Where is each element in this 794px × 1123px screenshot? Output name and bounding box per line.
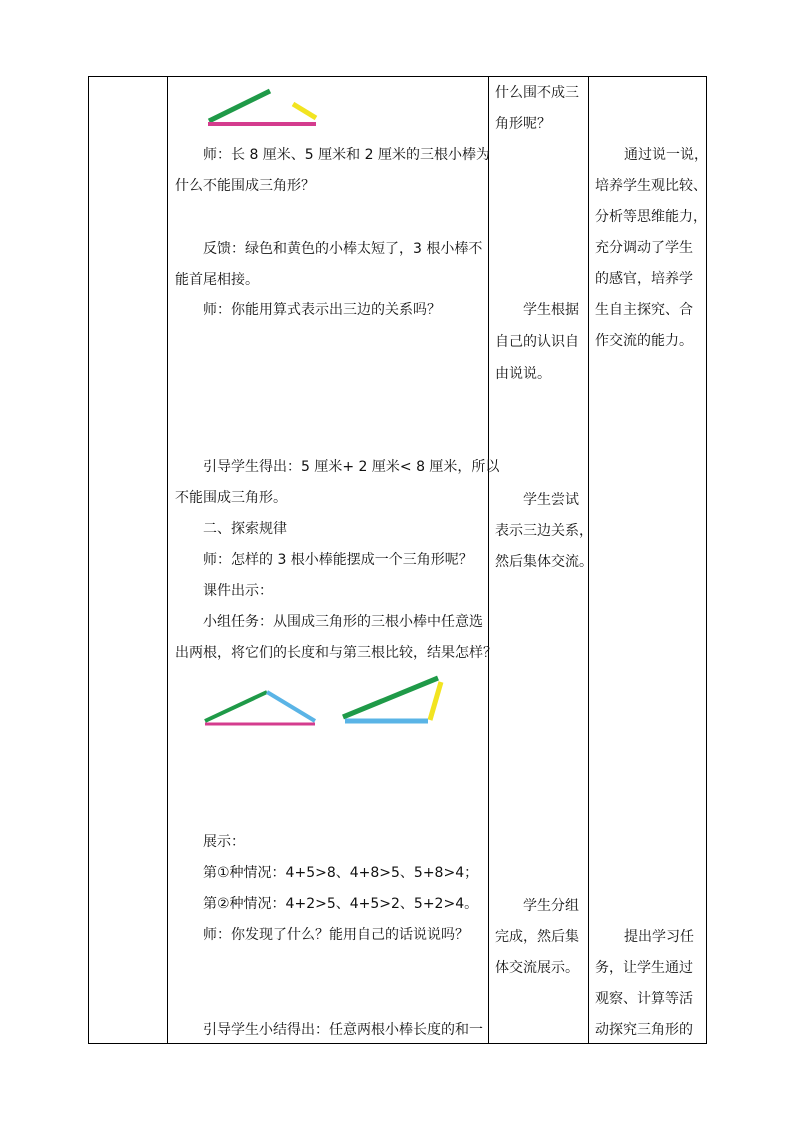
student-activity-1-cont: 角形呢？ bbox=[495, 116, 551, 132]
table-top-border bbox=[88, 76, 707, 77]
table-col-border-1 bbox=[88, 76, 89, 1044]
yellow-stick bbox=[430, 682, 441, 720]
guide-conclusion-1: 引导学生得出：5 厘米+ 2 厘米< 8 厘米，所以 bbox=[203, 459, 500, 475]
design-intent-1-l6: 生自主探究、合 bbox=[595, 302, 693, 318]
design-intent-1-l3: 分析等思维能力， bbox=[595, 209, 707, 225]
teacher-question-4: 师：你发现了什么？能用自己的话说说吗？ bbox=[203, 927, 469, 943]
guide-conclusion-2: 引导学生小结得出：任意两根小棒长度的和一 bbox=[203, 1022, 483, 1038]
case-1: 第①种情况：4+5>8、4+8>5、5+8>4； bbox=[203, 865, 479, 881]
table-col-border-3 bbox=[488, 76, 489, 1044]
student-activity-3: 学生尝试 bbox=[523, 492, 579, 508]
feedback-line: 反馈：绿色和黄色的小棒太短了，3 根小棒不 bbox=[203, 241, 483, 257]
guide-conclusion-1-cont: 不能围成三角形。 bbox=[175, 490, 287, 506]
design-intent-1-l5: 的感官，培养学 bbox=[595, 271, 693, 287]
display-label: 展示： bbox=[203, 834, 245, 850]
triangles-figure bbox=[195, 672, 450, 732]
group-task: 小组任务：从围成三角形的三根小棒中任意选 bbox=[203, 614, 483, 630]
design-intent-2-l4: 动探究三角形的 bbox=[595, 1022, 693, 1038]
green-stick bbox=[209, 91, 270, 121]
design-intent-2-l2: 务，让学生通过 bbox=[595, 960, 693, 976]
teacher-question-2: 师：你能用算式表示出三边的关系吗？ bbox=[203, 302, 441, 318]
student-activity-4-cont2: 体交流展示。 bbox=[495, 960, 579, 976]
table-bottom-border bbox=[88, 1043, 707, 1044]
blue-stick bbox=[267, 692, 315, 721]
section-heading-explore: 二、探索规律 bbox=[203, 521, 287, 537]
student-activity-2-cont: 自己的认识自 bbox=[495, 334, 579, 350]
design-intent-1: 通过说一说， bbox=[624, 147, 708, 163]
design-intent-2-l3: 观察、计算等活 bbox=[595, 991, 693, 1007]
green-stick bbox=[205, 692, 267, 721]
student-activity-1: 什么围不成三 bbox=[495, 85, 579, 101]
case-2: 第②种情况：4+2>5、4+5>2、5+2>4。 bbox=[203, 896, 479, 912]
student-activity-4-cont: 完成，然后集 bbox=[495, 929, 579, 945]
student-activity-4: 学生分组 bbox=[523, 898, 579, 914]
yellow-stick bbox=[293, 104, 316, 118]
student-activity-3-cont: 表示三边关系， bbox=[495, 523, 593, 539]
table-col-border-2 bbox=[167, 76, 168, 1044]
teacher-question-1-cont: 什么不能围成三角形？ bbox=[175, 178, 315, 194]
courseware-label: 课件出示： bbox=[203, 583, 273, 599]
teacher-question-3: 师：怎样的 3 根小棒能摆成一个三角形呢？ bbox=[203, 552, 473, 568]
green-stick bbox=[343, 678, 438, 717]
feedback-line-cont: 能首尾相接。 bbox=[175, 272, 259, 288]
design-intent-1-l4: 充分调动了学生 bbox=[595, 240, 693, 256]
student-activity-2: 学生根据 bbox=[523, 302, 579, 318]
student-activity-3-cont2: 然后集体交流。 bbox=[495, 554, 593, 570]
design-intent-1-l7: 作交流的能力。 bbox=[595, 333, 693, 349]
design-intent-1-l2: 培养学生观比较、 bbox=[595, 178, 707, 194]
sticks-figure-no-triangle bbox=[200, 84, 325, 132]
teacher-question-1: 师：长 8 厘米、5 厘米和 2 厘米的三根小棒为 bbox=[203, 147, 490, 163]
group-task-cont: 出两根，将它们的长度和与第三根比较，结果怎样？ bbox=[175, 645, 497, 661]
design-intent-2: 提出学习任 bbox=[624, 929, 694, 945]
student-activity-2-cont2: 由说说。 bbox=[495, 366, 551, 382]
